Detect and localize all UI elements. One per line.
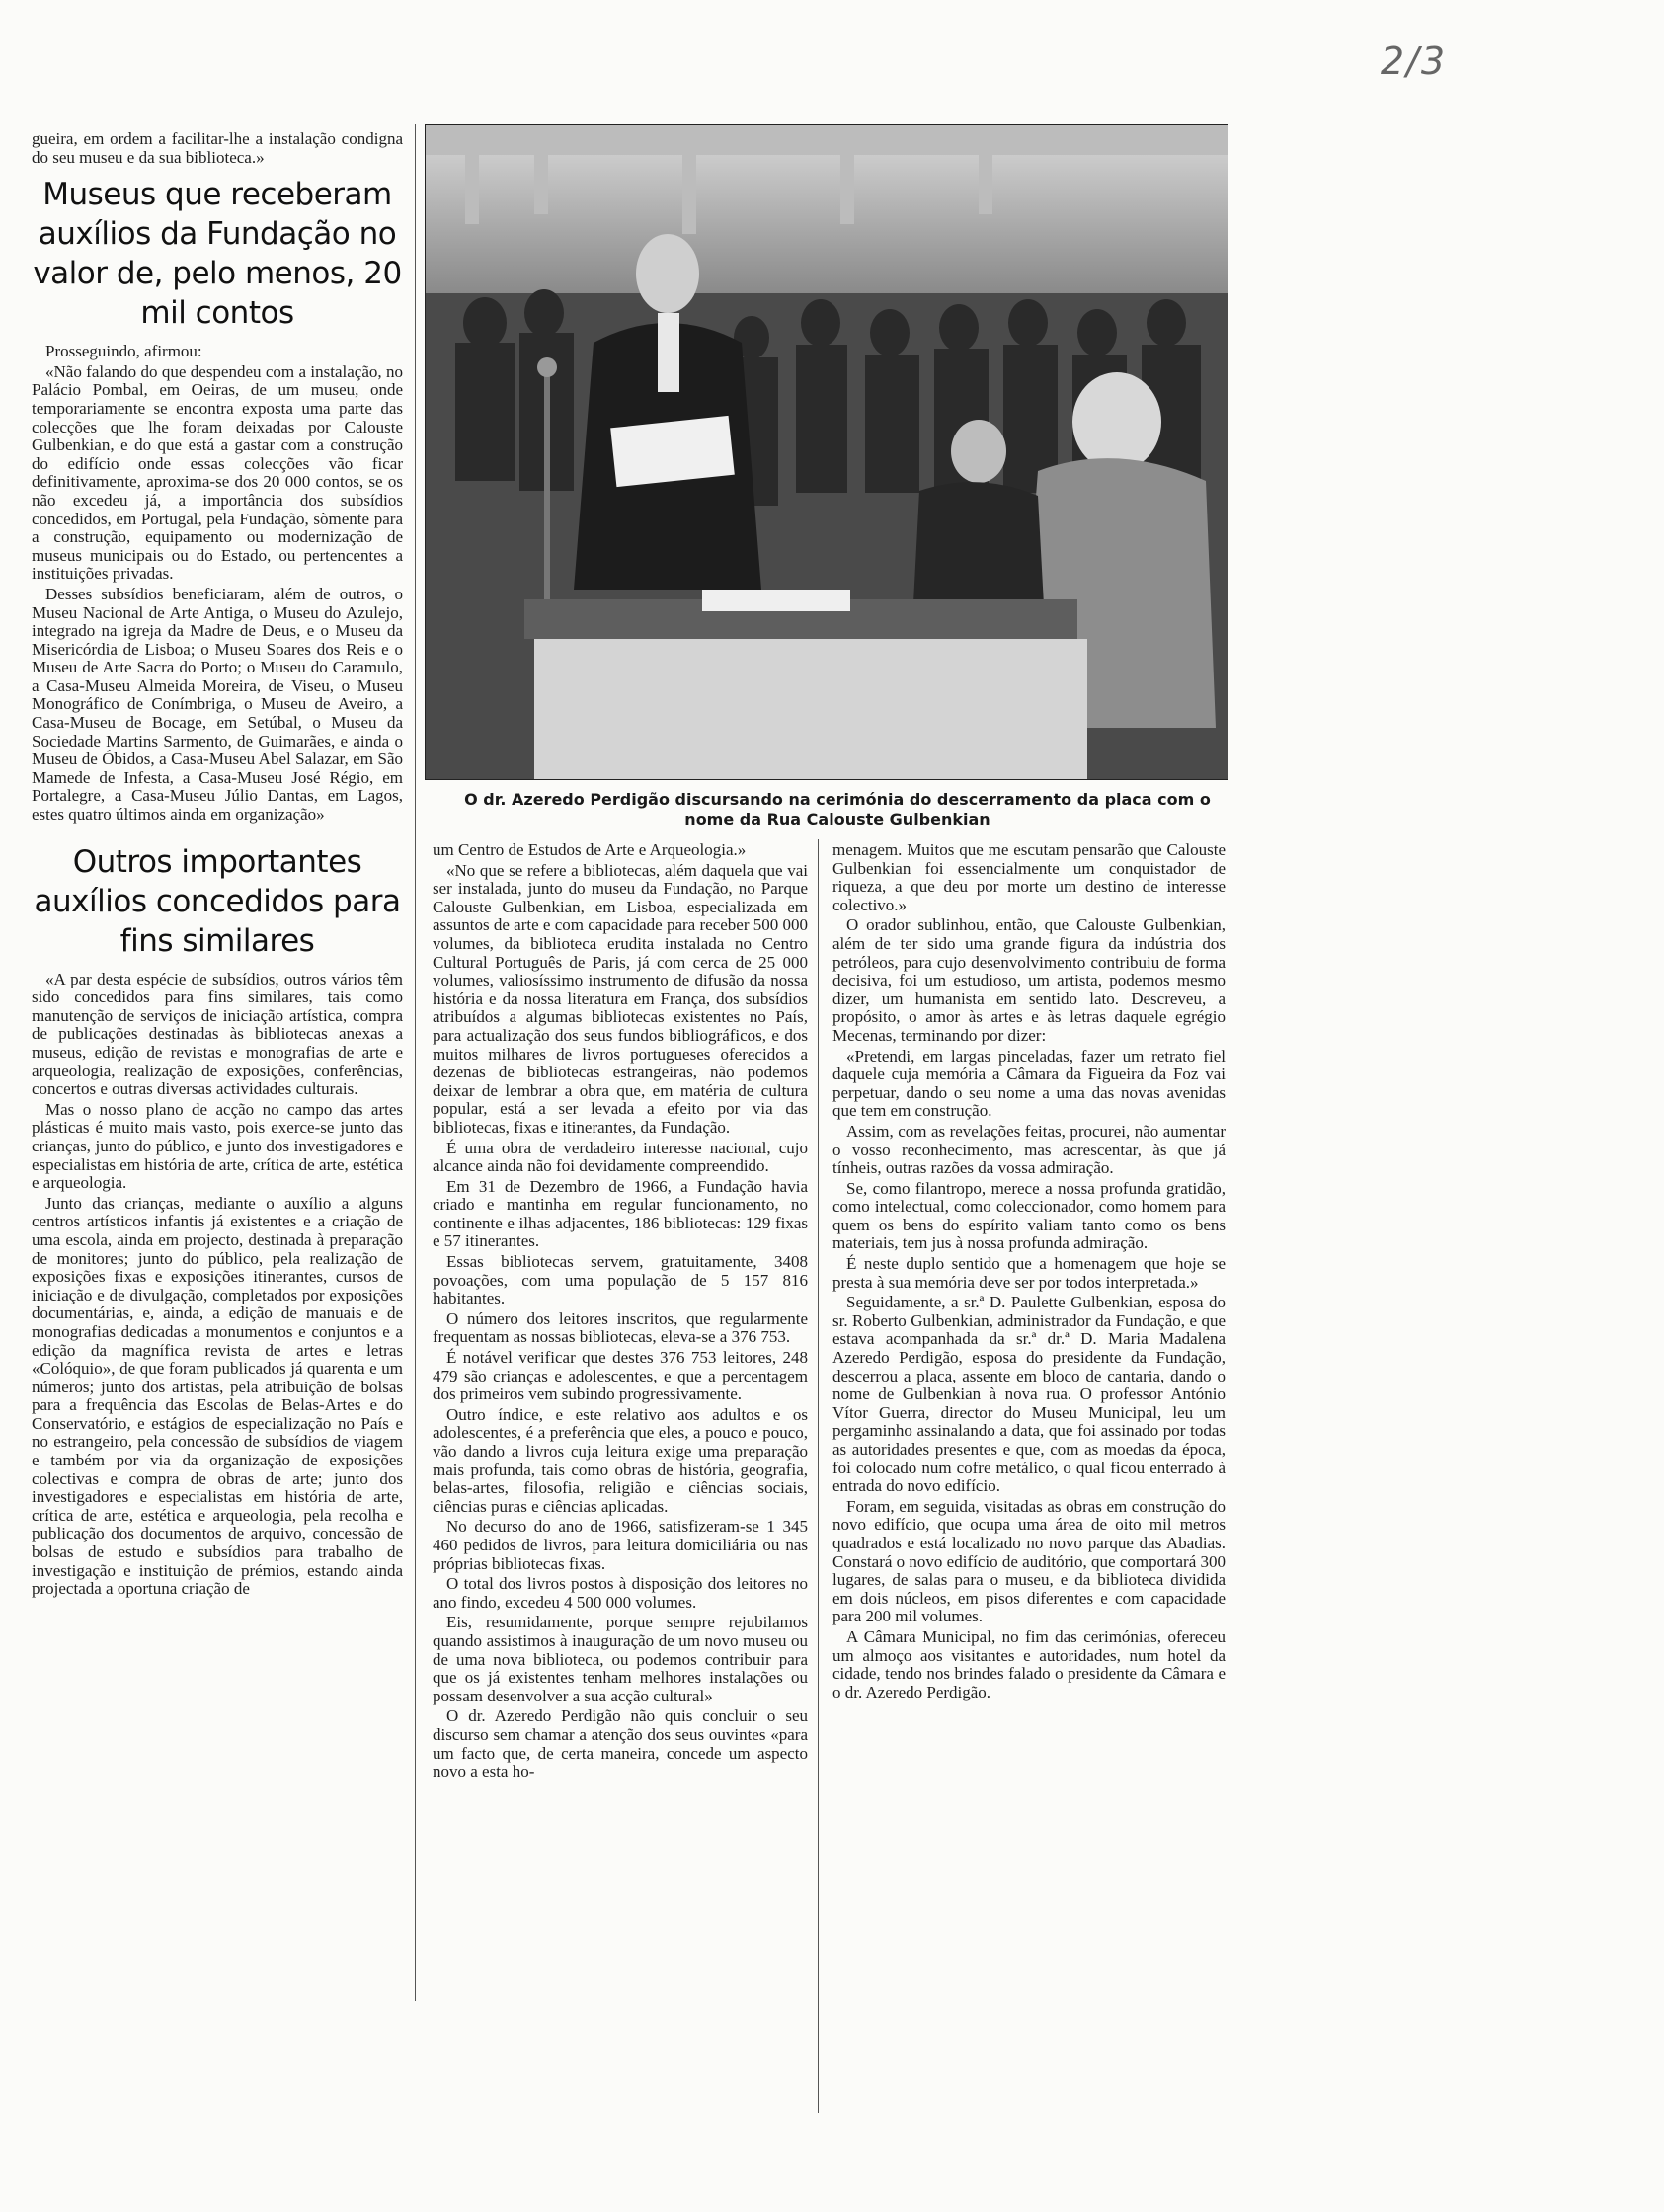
paragraph: Mas o nosso plano de acção no campo das artes plásticas é muito mais vasto, pois exerce-se junto das crianças, junto do público, e junto dos investigadores e especialistas em história de arte, crítica de arte, estética e arqueologia. (32, 1099, 403, 1193)
paragraph: Junto das crianças, mediante o auxílio a alguns centros artísticos infantis já existentes e a criação de uma escola, ainda em projecto, destinada à preparação de monitores; junto do público, pela realização de exposições fixas e exposições itinerantes, cursos de iniciação e de divulgação, completados por exposições documentárias, e, ainda, a edição de manuais e de monografias dedicadas a monumentos e conjuntos e a edição da magnífica revista de artes e letras «Colóquio», de que foram publicados já quarenta e um números; junto dos artistas, pela atribuição de bolsas para a frequência das Escolas de Belas-Artes e do Conservatório, e estágios de especialização no País e no estrangeiro, pela concessão de subsídios de viagem e também por via da organização de exposições colectivas e compra de obras de arte; junto dos investigadores e especialistas em história de arte, crítica de arte, estética e arqueologia, pela recolha e publicação dos documentos de arquivo, concessão de bolsas de estudo e subsídios para trabalho de investigação e instituição de prémios, estando ainda projectada a oportuna criação de (32, 1193, 403, 1599)
paragraph: Prosseguindo, afirmou: (45, 342, 202, 361)
paragraph: Essas bibliotecas servem, gratuitamente, 3408 povoações, com uma população de 5 157 816 habitantes. (433, 1252, 808, 1308)
paragraph: Seguidamente, a sr.ª D. Paulette Gulbenkian, esposa do sr. Roberto Gulbenkian, administrador da Fundação, e que estava acompanhada da sr.ª dr.ª D. Maria Madalena Azeredo Perdigão, esposa do presidente da Fundação, descerrou a placa, assente em bloco de cantaria, dando o nome de Gulbenkian à nova rua. O professor António Vítor Guerra, director do Museu Municipal, leu um pergaminho assinalando a data, que foi assinado por todas as autoridades presentes e que, com as moedas da época, foi colocado num cofre metálico, o qual ficou enterrado à entrada do novo edifício. (832, 1293, 1226, 1496)
column-1 (32, 130, 403, 1601)
paragraph: «No que se refere a bibliotecas, além daquela que vai ser instalada, junto do museu da Fundação, no Parque Calouste Gulbenkian, em Lisboa, especializada em assuntos de arte e com capacidade para receber 500 000 volumes, da biblioteca erudita instalada no Centro Cultural Português de Paris, já com cerca de 25 000 volumes, valiosíssimo instrumento de difusão da nossa história e da nossa literatura em França, dos subsídios atribuídos a algumas bibliotecas existentes no País, para actualização dos seus fundos bibliográficos, e dos muitos milhares de livros portugueses oferecidos a dezenas de bibliotecas estrangeiras, não podemos deixar de lembrar a obra que, em matéria de cultura popular, está a ser levada a efeito por via das bibliotecas, fixas e itinerantes, da Fundação. (433, 860, 808, 1137)
column-3 (832, 841, 1226, 1703)
paragraph: Em 31 de Dezembro de 1966, a Fundação havia criado e mantinha em regular funcionamento, no continente e ilhas adjacentes, 186 bibliotecas: 129 fixas e 57 itinerantes. (433, 1176, 808, 1251)
paragraph: É notável verificar que destes 376 753 leitores, 248 479 são crianças e adolescentes, e que a percentagem dos primeiros vem subindo progressivamente. (433, 1348, 808, 1404)
paragraph: O orador sublinhou, então, que Calouste Gulbenkian, além de ter sido uma grande figura da indústria dos petróleos, para cujo desenvolvimento contribuiu de forma decisiva, foi um estudioso, um artista, podemos mesmo dizer, um humanista em sentido lato. Descreveu, a propósito, o amor às artes e às letras daquele egrégio Mecenas, terminando por dizer: (832, 915, 1226, 1045)
headline-museus: Museus que receberam auxílios da Fundação no valor de, pelo menos, 20 mil contos (33, 177, 402, 332)
column-divider (415, 124, 416, 2001)
paragraph: O número dos leitores inscritos, que regularmente frequentam as nossas bibliotecas, eleva-se a 376 753. (433, 1308, 808, 1347)
paragraph: É uma obra de verdadeiro interesse nacional, cujo alcance ainda não foi devidamente compreendido. (433, 1138, 808, 1176)
column-2 (433, 841, 808, 1783)
paragraph: Eis, resumidamente, porque sempre rejubilamos quando assistimos à inauguração de um novo museu ou de uma nova biblioteca, ou podemos contribuir para que os já existentes tenham melhores instalações ou possam desenvolver a sua acção cultural» (433, 1613, 808, 1705)
photo-caption: O dr. Azeredo Perdigão discursando na cerimónia do descerramento da placa com o nome da Rua Calouste Gulbenkian (464, 790, 1211, 829)
intro-paragraph: gueira, em ordem a facilitar-lhe a instalação condigna do seu museu e da sua biblioteca.» (32, 129, 403, 167)
paragraph: O dr. Azeredo Perdigão não quis concluir o seu discurso sem chamar a atenção dos seus ouvintes «para um facto que, de certa maneira, concede um aspecto novo a esta ho- (433, 1706, 808, 1781)
paragraph: Outro índice, e este relativo aos adultos e os adolescentes, é a preferência que eles, a pouco e pouco, vão dando a livros cuja leitura exige uma preparação mais profunda, tais como obras de história, geografia, belas-artes, filosofia, religião e ciências sociais, ciências puras e ciências aplicadas. (433, 1404, 808, 1516)
paragraph: Foram, em seguida, visitadas as obras em construção do novo edifício, que ocupa uma área de oito mil metros quadrados e está localizado no novo parque das Abadias. Constará o novo edifício de auditório, que comportará 300 lugares, de salas para o museu, e da biblioteca dividida em dois núcleos, em pisos diferentes e com capacidade para 200 mil volumes. (832, 1496, 1226, 1626)
paragraph: Se, como filantropo, merece a nossa profunda gratidão, como intelectual, como coleccionador, como homem para quem os bens do espírito valiam tanto como os bens materiais, tem jus à nossa profunda admiração. (832, 1178, 1226, 1253)
column-divider (818, 839, 819, 2113)
paragraph: Assim, com as revelações feitas, procurei, não aumentar o vosso reconhecimento, mas acrescentar, às que já tínheis, outras razões da vossa admiração. (832, 1121, 1226, 1178)
paragraph: A Câmara Municipal, no fim das cerimónias, ofereceu um almoço aos visitantes e autoridades, num hotel da cidade, tendo nos brindes falado o presidente da Câmara e o dr. Azeredo Perdigão. (832, 1626, 1226, 1701)
page-number: 2/3 (1380, 40, 1447, 83)
paragraph: No decurso do ano de 1966, satisfizeram-se 1 345 460 pedidos de livros, para leitura domiciliária ou nas próprias bibliotecas fixas. (433, 1517, 808, 1573)
paragraph: «Pretendi, em largas pinceladas, fazer um retrato fiel daquele cuja memória a Câmara da Figueira da Foz vai perpetuar, dando o seu nome a uma das novas avenidas que tem em construção. (832, 1046, 1226, 1121)
paragraph: O total dos livros postos à disposição dos leitores no ano findo, excedeu 4 500 000 volumes. (433, 1574, 808, 1612)
paragraph: «Não falando do que despendeu com a instalação, no Palácio Pombal, em Oeiras, de um museu, onde temporariamente se encontra exposta uma parte das colecções que lhe foram deixadas por Calouste Gulbenkian, e do que está a gastar com a construção do edifício onde essas colecções vão ficar definitivamente, aproxima-se dos 20 000 contos, se os não excedeu já, a importância dos subsídios concedidos, em Portugal, pela Fundação, sòmente para a construção, equipamento ou modernização de museus municipais ou do Estado, ou pertencentes a instituições privadas. (32, 361, 403, 584)
paragraph: «A par desta espécie de subsídios, outros vários têm sido concedidos para fins similares, tais como manutenção de serviços de iniciação artística, compra de publicações destinadas às bibliotecas anexas a museus, edição de revistas e monografias de arte e arqueologia, realização de exposições, conferências, concertos e outras diversas actividades culturais. (32, 969, 403, 1099)
paragraph: É neste duplo sentido que a homenagem que hoje se presta à sua memória deve ser por todos interpretada.» (832, 1254, 1226, 1292)
paragraph: menagem. Muitos que me escutam pensarão que Calouste Gulbenkian foi essencialmente um conquistador de riqueza, a que deu por morte um destino de interesse colectivo.» (832, 840, 1226, 914)
headline-outros-auxilios: Outros importantes auxílios concedidos para fins similares (34, 843, 401, 959)
paragraph: Desses subsídios beneficiaram, além de outros, o Museu Nacional de Arte Antiga, o Museu do Azulejo, integrado na igreja da Madre de Deus, e o Museu da Misericórdia de Lisboa; o Museu Soares dos Reis e o Museu de Arte Sacra do Porto; o Museu do Caramulo, a Casa-Museu Almeida Moreira, de Viseu, o Museu Monográfico de Conímbriga, o Museu de Aveiro, a Casa-Museu de Bocage, em Setúbal, o Museu da Sociedade Martins Sarmento, de Guimarães, e ainda o Museu de Óbidos, a Casa-Museu Abel Salazar, em São Mamede de Infesta, a Casa-Museu José Régio, em Portalegre, a Casa-Museu Júlio Dantas, em Lagos, estes quatro últimos ainda em organização» (32, 584, 403, 825)
paragraph: um Centro de Estudos de Arte e Arqueologia.» (433, 840, 747, 859)
ceremony-photo (425, 124, 1228, 780)
